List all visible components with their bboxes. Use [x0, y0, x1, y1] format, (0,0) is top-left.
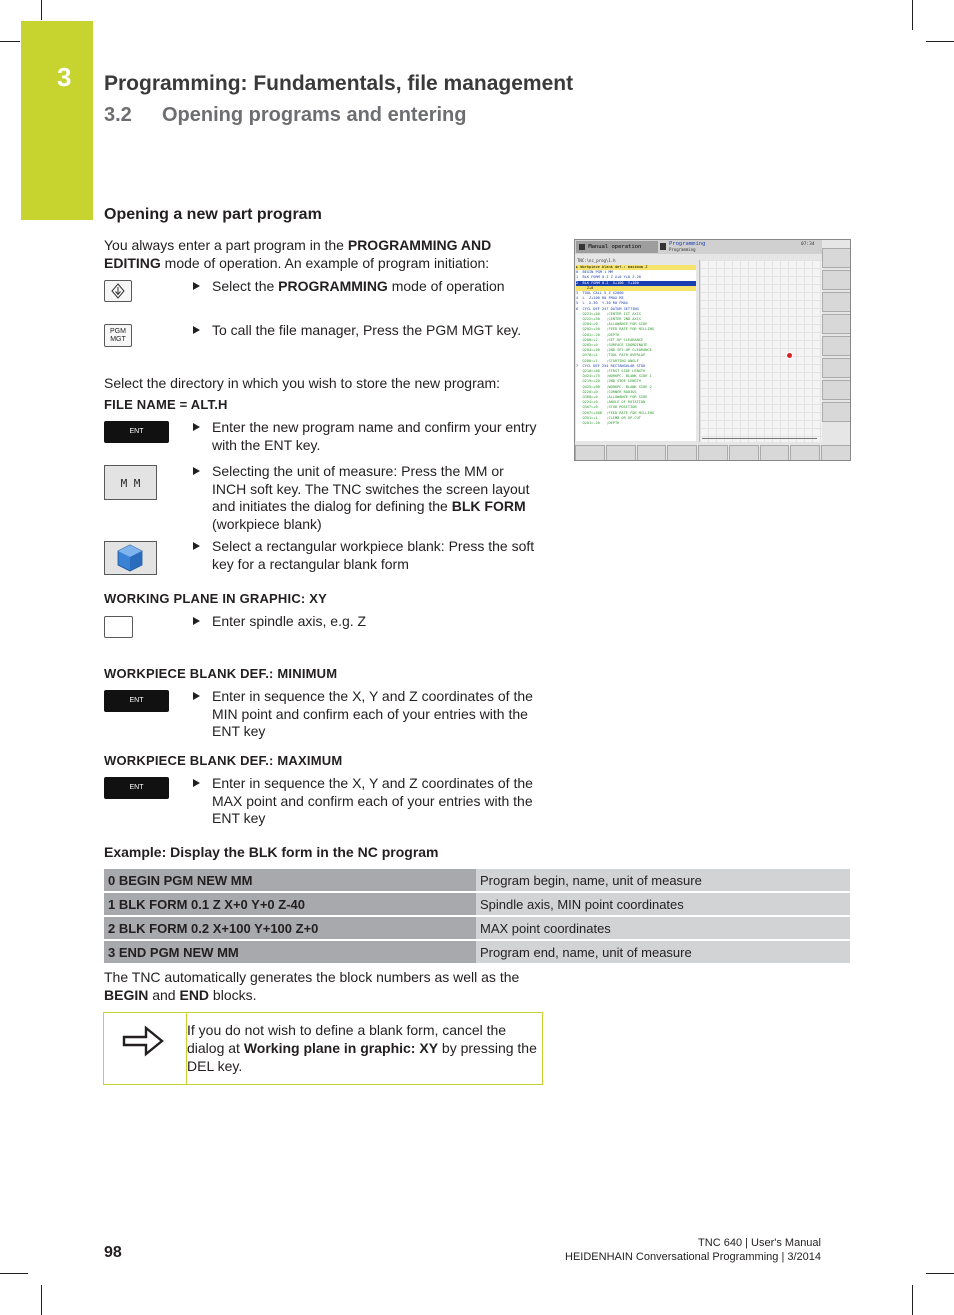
nc-line: ► Workpiece blank def.: maximum Z	[576, 265, 696, 270]
tnc-screen-screenshot	[574, 239, 851, 461]
horizontal-softkey[interactable]	[637, 445, 667, 461]
horizontal-softkey[interactable]	[821, 445, 851, 461]
nc-line: Q219=+20 ;2ND SIDE LENGTH	[576, 379, 641, 384]
nc-line: Q222=+50 ;CENTER 2ND AXIS	[576, 317, 641, 322]
nc-line: Q204=+50 ;2ND SET-UP CLEARANCE	[576, 348, 652, 353]
nc-line: 6 CYCL DEF 247 DATUM SETTING	[576, 306, 639, 311]
mode-sub-label: Programming	[669, 247, 696, 252]
program-listing	[576, 265, 696, 441]
cube-icon	[105, 542, 156, 574]
nc-description: Spindle axis, MIN point coordinates	[476, 893, 850, 915]
graphic-scale	[702, 438, 817, 439]
table-row	[104, 893, 850, 915]
nc-line: Q351=+1 ;CLIMB OR UP-CUT	[576, 415, 641, 420]
note-text: If you do not wish to define a blank form, cancel the dialog at Working plane in graphic: XY by pressing the DEL key.	[187, 1022, 537, 1074]
step-text: Enter in sequence the X, Y and Z coordinates of the MIN point and confirm each of your entries with the ENT key	[212, 688, 533, 739]
auto-generate-paragraph: The TNC automatically generates the block numbers as well as the BEGIN and END blocks.	[104, 969, 520, 1003]
arrow-bullet-icon	[193, 542, 200, 550]
table-row	[104, 869, 850, 891]
nc-line: Q370=+1 ;TOOL PATH OVERLAP	[576, 353, 646, 358]
nc-line: Q220=+0 ;CORNER RADIUS	[576, 389, 637, 394]
horizontal-softkey[interactable]	[575, 445, 605, 461]
nc-line: 0 BEGIN PGM 1 MM	[576, 270, 613, 275]
example-caption: Example: Display the BLK form in the NC program	[104, 844, 439, 860]
horizontal-softkey[interactable]	[698, 445, 728, 461]
vertical-softkey[interactable]	[822, 380, 851, 400]
step-text: Enter spindle axis, e.g. Z	[212, 613, 367, 629]
step-text: Select a rectangular workpiece blank: Press the soft key for a rectangular blank form	[212, 538, 535, 572]
page-heading: Opening a new part program	[104, 206, 322, 223]
file-name-label: FILE NAME = ALT.H	[104, 397, 228, 412]
step-min-point	[193, 688, 538, 741]
vertical-softkey[interactable]	[822, 336, 851, 356]
mgt-key-label: MGT	[110, 336, 126, 343]
programming-icon	[105, 281, 131, 301]
axis-key[interactable]	[104, 616, 133, 638]
arrow-bullet-icon	[193, 617, 200, 625]
crop-mark	[912, 0, 913, 30]
mode-left-tab	[576, 241, 658, 253]
mode-right-tab	[659, 241, 749, 253]
nc-line: Q221=+50 ;CENTER 1ST AXIS	[576, 311, 641, 316]
step-unit-of-measure	[193, 463, 538, 533]
maximum-label: WORKPIECE BLANK DEF.: MAXIMUM	[104, 753, 343, 768]
nc-line: Q204=+0 ;ALLOWANCE FOR SIDE	[576, 322, 648, 327]
programming-mode-icon	[660, 243, 666, 250]
step-text: Selecting the unit of measure: Press the MM or INCH soft key. The TNC switches the screen layout and initiates the dialog for defining the BLK FORM (workpiece blank)	[212, 463, 530, 532]
chapter-tab	[21, 21, 93, 220]
step-text: Enter in sequence the X, Y and Z coordinates of the MAX point and confirm each of your entries with the ENT key	[212, 775, 533, 826]
nc-block: 2 BLK FORM 0.2 X+100 Y+100 Z+0	[104, 917, 476, 939]
nc-line: 5 L X-30 Y-30 R0 FMAX	[576, 301, 628, 306]
mm-softkey[interactable]: M M	[104, 465, 157, 500]
chapter-number: 3	[57, 62, 72, 92]
footer-info	[565, 1236, 821, 1264]
manual-icon	[579, 244, 585, 250]
pgm-key-label: PGM	[110, 328, 126, 335]
horizontal-softkey[interactable]	[606, 445, 636, 461]
clock-display: 07:34	[801, 242, 815, 247]
arrow-bullet-icon	[193, 467, 200, 475]
vertical-softkey[interactable]	[822, 314, 851, 334]
section-title: Opening programs and entering	[162, 104, 467, 126]
nc-line: Q200=+2 ;SET-UP CLEARANCE	[576, 337, 644, 342]
crop-mark	[41, 0, 42, 20]
arrow-bullet-icon	[193, 692, 200, 700]
horizontal-softkey[interactable]	[729, 445, 759, 461]
ent-key[interactable]: ENT	[104, 777, 169, 799]
example-table	[104, 867, 850, 965]
section-number: 3.2	[104, 104, 132, 126]
directory-text: Select the directory in which you wish to store the new program:	[104, 375, 501, 391]
crop-mark	[0, 1273, 28, 1274]
nc-line: Q368=+0 ;ALLOWANCE FOR SIDE	[576, 395, 648, 400]
nc-line: Q207=+500 ;FEED RATE FOR MILLING	[576, 410, 654, 415]
vertical-softkey[interactable]	[822, 248, 851, 268]
nc-description: Program begin, name, unit of measure	[476, 869, 850, 891]
horizontal-softkey-row	[575, 445, 851, 461]
rectangular-blank-softkey[interactable]	[104, 541, 157, 575]
crop-mark	[0, 41, 20, 42]
graphic-cursor-icon	[786, 352, 793, 359]
table-row	[104, 917, 850, 939]
step-text: To call the file manager, Press the PGM MGT key.	[212, 322, 522, 338]
nc-description: MAX point coordinates	[476, 917, 850, 939]
nc-block: 1 BLK FORM 0.1 Z X+0 Y+0 Z-40	[104, 893, 476, 915]
vertical-softkey[interactable]	[822, 270, 851, 290]
ent-key[interactable]: ENT	[104, 690, 169, 712]
nc-line: Q202=+50 ;FEED RATE FOR MILLING	[576, 327, 654, 332]
nc-line: Q218=+60 ;FIRST SIDE LENGTH	[576, 369, 646, 374]
page-number: 98	[104, 1244, 122, 1261]
nc-description: Program end, name, unit of measure	[476, 941, 850, 963]
intro-mode: PROGRAMMING AND EDITING	[104, 237, 492, 271]
arrow-bullet-icon	[193, 282, 200, 290]
vertical-softkey[interactable]	[822, 358, 851, 378]
note-icon-cell	[104, 1013, 187, 1084]
horizontal-softkey[interactable]	[760, 445, 790, 461]
arrow-bullet-icon	[193, 779, 200, 787]
step-enter-name	[193, 419, 538, 454]
step-max-point	[193, 775, 538, 828]
nc-line: 2 BLK FORM 0.2 X+100 Y+100	[576, 281, 696, 286]
vertical-softkey[interactable]	[822, 402, 851, 422]
nc-line: 7 CYCL DEF 254 RECTANGULAR STUD	[576, 363, 646, 368]
nc-line: Z+0	[576, 286, 696, 291]
crop-mark	[926, 1273, 954, 1274]
nc-line: Q201=-20 ;DEPTH	[576, 421, 620, 426]
arrow-bullet-icon	[193, 326, 200, 334]
minimum-label: WORKPIECE BLANK DEF.: MINIMUM	[104, 666, 338, 681]
nc-line: 3 TOOL CALL 5 Z S2000	[576, 291, 624, 296]
arrow-right-icon	[104, 1013, 186, 1084]
pgm-mgt-key[interactable]	[104, 324, 132, 347]
footer-edition: HEIDENHAIN Conversational Programming | 3/2014	[565, 1251, 821, 1263]
step-text: Enter the new program name and confirm your entry with the ENT key.	[212, 419, 537, 453]
nc-line: Q203=+0 ;SURFACE COORDINATE	[576, 343, 648, 348]
graphic-area	[699, 260, 822, 442]
step-text: Select the PROGRAMMING mode of operation	[212, 278, 505, 294]
footer-manual: TNC 640 | User's Manual	[698, 1237, 821, 1249]
nc-block: 0 BEGIN PGM NEW MM	[104, 869, 476, 891]
nc-line: Q206=+1 ;STARTING ANGLE	[576, 358, 639, 363]
vertical-softkey-column	[822, 248, 851, 444]
vertical-softkey[interactable]	[822, 292, 851, 312]
nc-line: 1 BLK FORM 0.1 Z X+0 Y+0 Z-20	[576, 275, 641, 280]
note-box	[103, 1012, 543, 1085]
intro-text-end: mode of operation. An example of program initiation:	[160, 254, 490, 271]
horizontal-softkey[interactable]	[790, 445, 820, 461]
mode-left-label: Manual operation	[588, 244, 642, 250]
programming-key[interactable]	[104, 280, 132, 302]
step-rectangular-blank	[193, 538, 538, 573]
nc-line: Q367=+0 ;STUD POSITION	[576, 405, 637, 410]
crop-mark	[912, 1285, 913, 1315]
nc-line: Q424=+75 ;WORKPC. BLANK SIDE 1	[576, 374, 652, 379]
step-spindle-axis	[193, 613, 538, 631]
step-file-manager	[193, 322, 538, 340]
nc-line: 4 L Z+100 R0 FMAX M3	[576, 296, 624, 301]
nc-block: 3 END PGM NEW MM	[104, 941, 476, 963]
crop-mark	[926, 41, 954, 42]
chapter-title: Programming: Fundamentals, file management	[104, 72, 574, 95]
nc-line: Q201=-20 ;DEPTH	[576, 332, 620, 337]
intro-text: You always enter a part program in the	[104, 237, 348, 253]
step-select-programming	[193, 278, 538, 296]
arrow-bullet-icon	[193, 423, 200, 431]
crop-mark	[41, 1285, 42, 1315]
nc-line: Q425=+60 ;WORKPC. BLANK SIDE 2	[576, 384, 652, 389]
intro-paragraph	[104, 237, 524, 272]
program-path: TNC:\nc_prog\1.h	[577, 258, 616, 263]
table-row	[104, 941, 850, 963]
working-plane-label: WORKING PLANE IN GRAPHIC: XY	[104, 591, 327, 606]
nc-line: Q224=+0 ;ANGLE OF ROTATION	[576, 400, 646, 405]
mode-right-label: Programming	[669, 241, 706, 247]
horizontal-softkey[interactable]	[667, 445, 697, 461]
ent-key[interactable]: ENT	[104, 421, 169, 443]
